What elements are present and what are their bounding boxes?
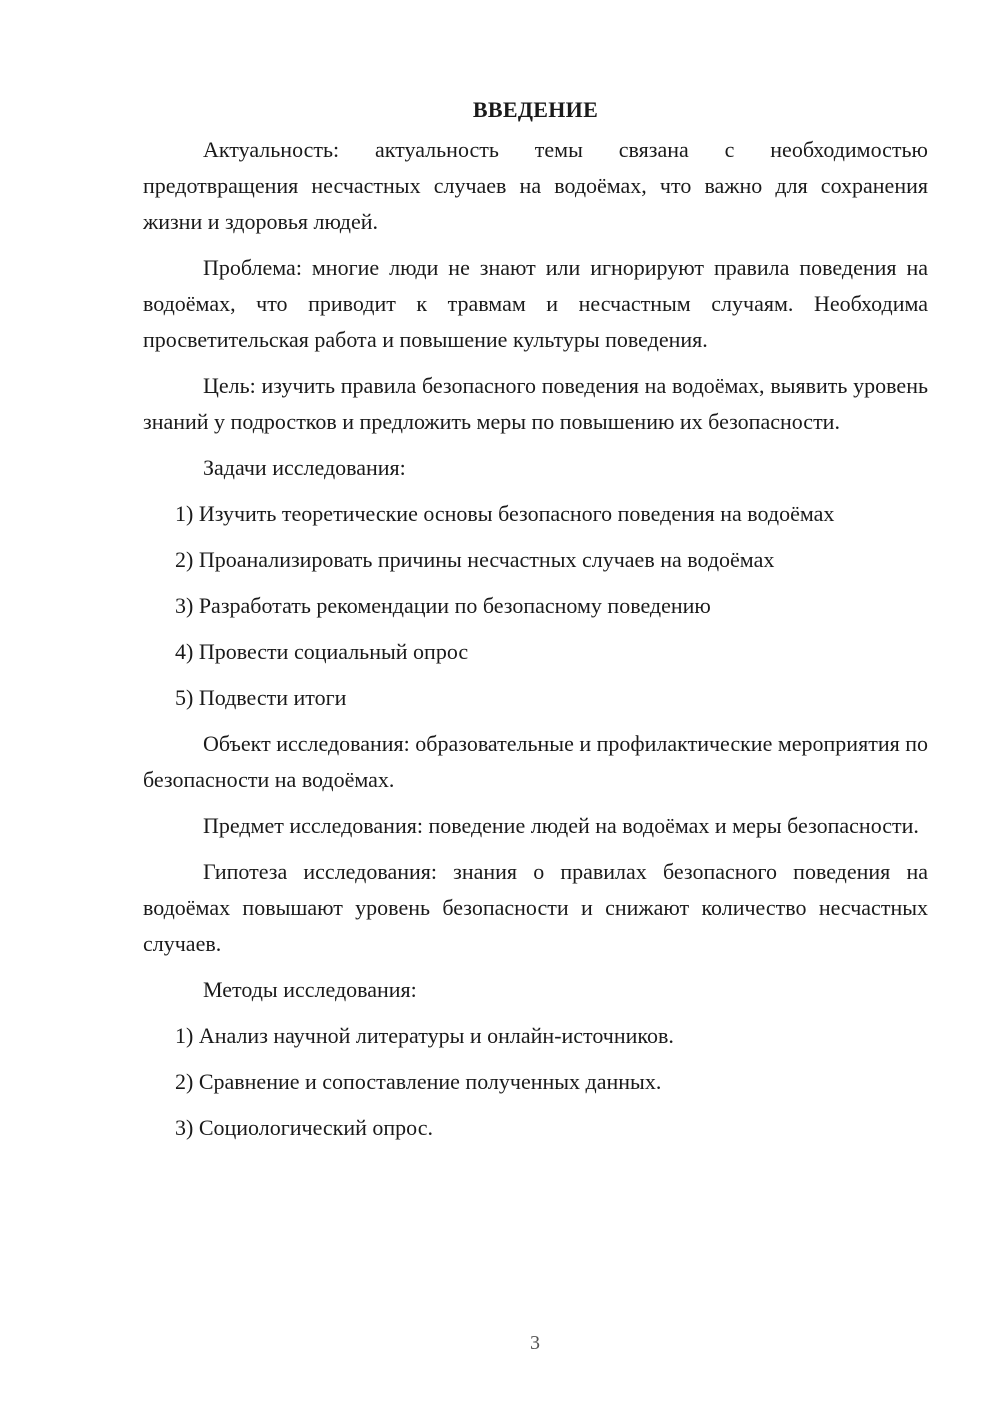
list-item: 2) Сравнение и сопоставление полученных данных. <box>175 1069 662 1094</box>
list-item: 4) Провести социальный опрос <box>175 639 469 664</box>
problem-paragraph: Проблема: многие люди не знают или игнорируют правила поведения на водоёмах, что приводит к травмам и несчастным случаям. Необходима просветительская работа и повышение культуры поведения. <box>143 255 928 352</box>
subject-paragraph: Предмет исследования: поведение людей на водоёмах и меры безопасности. <box>203 813 919 838</box>
list-item: 3) Социологический опрос. <box>175 1115 433 1140</box>
page-title: ВВЕДЕНИЕ <box>472 97 599 122</box>
list-item: 2) Проанализировать причины несчастных случаев на водоёмах <box>175 547 775 572</box>
tasks-heading: Задачи исследования: <box>203 455 406 480</box>
tasks-list <box>143 496 928 716</box>
relevance-paragraph: Актуальность: актуальность темы связана с необходимостью предотвращения несчастных случаев на водоёмах, что важно для сохранения жизни и здоровья людей. <box>143 137 928 234</box>
page-number: 3 <box>530 1332 540 1354</box>
object-paragraph: Объект исследования: образовательные и профилактические мероприятия по безопасности на водоёмах. <box>143 731 928 792</box>
list-item: 5) Подвести итоги <box>175 685 347 710</box>
list-item: 1) Анализ научной литературы и онлайн-источников. <box>175 1023 674 1048</box>
methods-list <box>143 1018 928 1146</box>
list-item: 1) Изучить теоретические основы безопасного поведения на водоёмах <box>175 501 835 526</box>
hypothesis-paragraph: Гипотеза исследования: знания о правилах безопасного поведения на водоёмах повышают уровень безопасности и снижают количество несчастных случаев. <box>143 859 928 956</box>
goal-paragraph: Цель: изучить правила безопасного поведения на водоёмах, выявить уровень знаний у подростков и предложить меры по повышению их безопасности. <box>143 373 928 434</box>
list-item: 3) Разработать рекомендации по безопасному поведению <box>175 593 711 618</box>
methods-heading: Методы исследования: <box>203 977 417 1002</box>
document-page <box>143 92 928 1156</box>
